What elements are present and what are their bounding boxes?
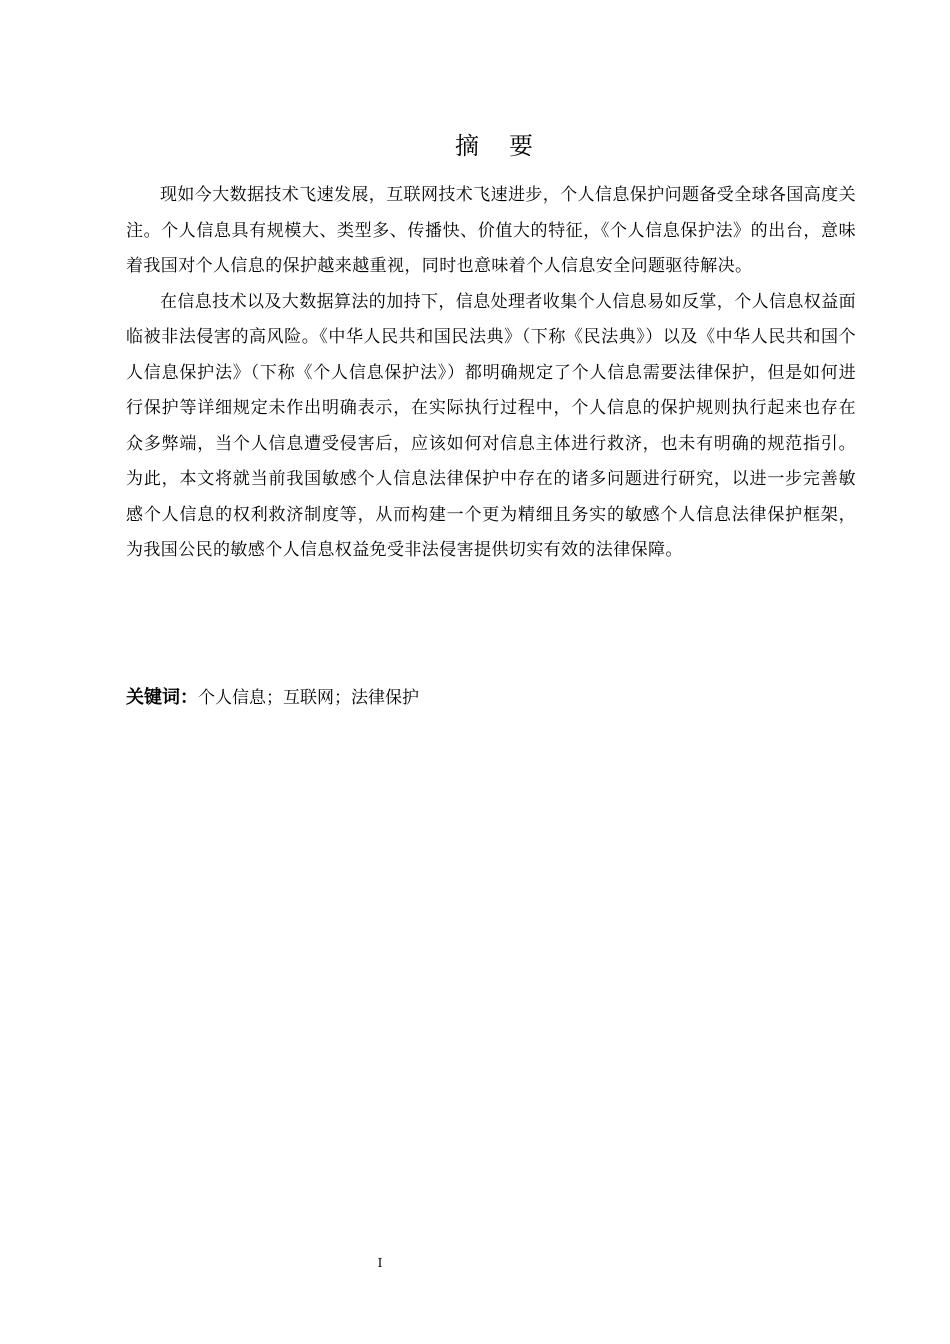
abstract-heading-char-1: 摘: [455, 132, 481, 160]
abstract-paragraph-1: 现如今大数据技术飞速发展，互联网技术飞速进步，个人信息保护问题备受全球各国高度关注。个人信息具有规模大、类型多、传播快、价值大的特征，《个人信息保护法》的出台，意味着我国对个人信息的保护越来越重视，同时也意味着个人信息安全问题驱待解决。: [126, 185, 856, 276]
keywords-value: 个人信息；互联网；法律保护: [198, 688, 419, 708]
abstract-heading: [0, 128, 950, 164]
keywords-label: 关键词：: [126, 687, 198, 708]
abstract-body: [126, 178, 856, 569]
keywords-line: [126, 683, 419, 713]
abstract-heading-char-2: 要: [509, 132, 535, 160]
page-number: I: [377, 1256, 383, 1270]
abstract-paragraph-2: 在信息技术以及大数据算法的加持下，信息处理者收集个人信息易如反掌，个人信息权益面临被非法侵害的高风险。《中华人民共和国民法典》（下称《民法典》）以及《中华人民共和国个人信息保护法》（下称《个人信息保护法》）都明确规定了个人信息需要法律保护，但是如何进行保护等详细规定未作出明确表示，在实际执行过程中，个人信息的保护规则执行起来也存在众多弊端，当个人信息遭受侵害后，应该如何对信息主体进行救济，也未有明确的规范指引。为此，本文将就当前我国敏感个人信息法律保护中存在的诸多问题进行研究，以进一步完善敏感个人信息的权利救济制度等，从而构建一个更为精细且务实的敏感个人信息法律保护框架，为我国公民的敏感个人信息权益免受非法侵害提供切实有效的法律保障。: [126, 291, 856, 560]
